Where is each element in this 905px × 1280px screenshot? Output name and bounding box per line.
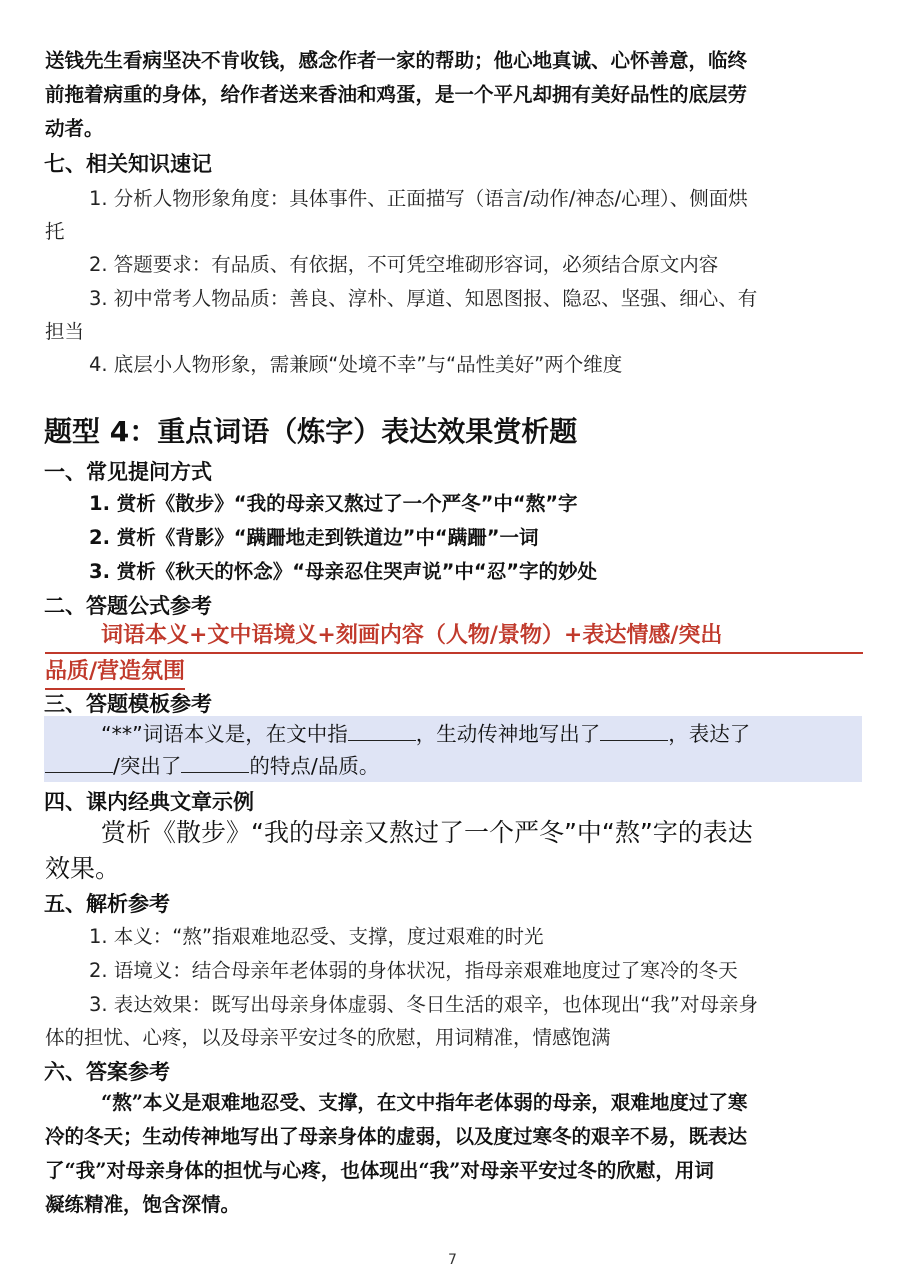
analysis-item <box>45 920 865 953</box>
answer-line: “熬”本义是艰难地忍受、支撑，在文中指年老体弱的母亲，艰难地度过了寒 <box>101 1091 748 1114</box>
formula-line: 词语本义+文中语境义+刻画内容（人物/景物）+表达情感/突出 <box>45 618 863 654</box>
answer-line: 凝练精准，饱含深情。 <box>45 1193 241 1216</box>
item-text: 4. 底层小人物形象，需兼顾“处境不幸”与“品性美好”两个维度 <box>89 353 623 376</box>
item-text-cont: 担当 <box>45 320 85 343</box>
template-text: ，生动传神地写出了 <box>415 722 601 746</box>
item-text: 1. 本义：“熬”指艰难地忍受、支撑，度过艰难的时光 <box>89 925 544 948</box>
template-text: 的特点/品质。 <box>249 754 380 778</box>
answer-paragraph <box>45 1086 863 1222</box>
item-text: 3. 表达效果：既写出母亲身体虚弱、冬日生活的艰辛，也体现出“我”对母亲身 <box>89 993 759 1016</box>
item-text: 2. 语境义：结合母亲年老体弱的身体状况，指母亲艰难地度过了寒冷的冬天 <box>89 959 738 982</box>
question-item: 3. 赏析《秋天的怀念》“母亲忍住哭声说”中“忍”字的妙处 <box>89 560 598 583</box>
item-text-cont: 体的担忧、心疼，以及母亲平安过冬的欣慰，用词精准，情感饱满 <box>45 1026 611 1049</box>
intro-line: 送钱先生看病坚决不肯收钱，感念作者一家的帮助；他心地真诚、心怀善意，临终 <box>45 49 748 72</box>
answer-line: 冷的冬天；生动传神地写出了母亲身体的虚弱，以及度过寒冬的艰辛不易，既表达 <box>45 1125 748 1148</box>
template-text: “**”词语本义是，在文中指 <box>101 722 348 746</box>
blank-line <box>600 722 668 741</box>
example-line: 赏析《散步》“我的母亲又熬过了一个严冬”中“熬”字的表达 <box>101 818 753 847</box>
section-heading-answer: 六、答案参考 <box>44 1060 170 1084</box>
knowledge-item <box>45 182 865 248</box>
template-text: ，表达了 <box>668 722 751 746</box>
example-text <box>45 815 863 887</box>
question-item: 2. 赏析《背影》“蹒跚地走到铁道边”中“蹒跚”一词 <box>89 526 539 549</box>
template-text: /突出了 <box>113 754 182 778</box>
intro-line: 前拖着病重的身体，给作者送来香油和鸡蛋，是一个平凡却拥有美好品性的底层劳 <box>45 83 748 106</box>
knowledge-item <box>45 282 865 348</box>
knowledge-item <box>45 248 865 281</box>
example-line: 效果。 <box>45 854 121 883</box>
section-heading-template: 三、答题模板参考 <box>44 692 212 716</box>
question-item: 1. 赏析《散步》“我的母亲又熬过了一个严冬”中“熬”字 <box>89 492 578 515</box>
knowledge-item <box>45 348 865 381</box>
answer-template <box>45 718 863 782</box>
answer-line: 了“我”对母亲身体的担忧与心疼，也体现出“我”对母亲平安过冬的欣慰，用词 <box>45 1159 714 1182</box>
answer-formula <box>45 618 863 690</box>
intro-line: 动者。 <box>45 117 104 140</box>
item-text-cont: 托 <box>45 220 65 243</box>
blank-line <box>348 722 416 741</box>
section-heading-questions: 一、常见提问方式 <box>44 460 212 484</box>
item-text: 1. 分析人物形象角度：具体事件、正面描写（语言/动作/神态/心理）、侧面烘 <box>89 187 748 210</box>
blank-line <box>45 754 113 773</box>
section-heading-analysis: 五、解析参考 <box>44 892 170 916</box>
page-title: 题型 4：重点词语（炼字）表达效果赏析题 <box>44 415 578 448</box>
section-heading-knowledge: 七、相关知识速记 <box>44 152 212 176</box>
page-number: 7 <box>448 1252 457 1268</box>
item-text: 3. 初中常考人物品质：善良、淳朴、厚道、知恩图报、隐忍、坚强、细心、有 <box>89 287 758 310</box>
analysis-item <box>45 988 865 1054</box>
formula-line: 品质/营造氛围 <box>45 654 185 690</box>
item-text: 2. 答题要求：有品质、有依据，不可凭空堆砌形容词，必须结合原文内容 <box>89 253 719 276</box>
analysis-item <box>45 954 865 987</box>
section-heading-formula: 二、答题公式参考 <box>44 594 212 618</box>
blank-line <box>181 754 249 773</box>
section-heading-example: 四、课内经典文章示例 <box>44 790 254 814</box>
intro-paragraph <box>45 44 863 146</box>
